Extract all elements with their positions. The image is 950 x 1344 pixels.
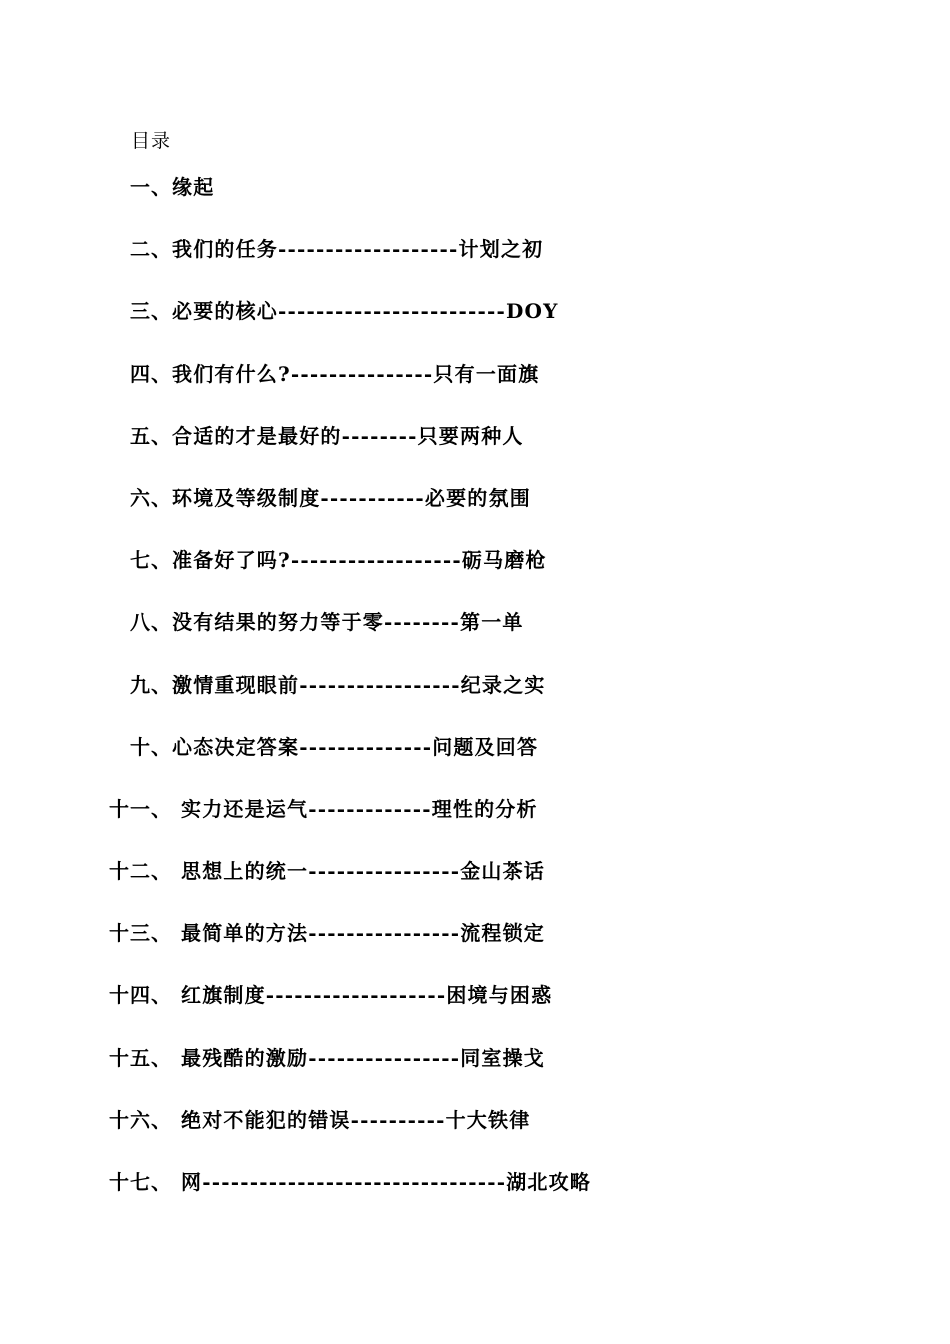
toc-item-number: 四、: [130, 361, 172, 386]
toc-item-text: 我们的任务-------------------计划之初: [172, 237, 544, 262]
toc-item-text: 思想上的统一----------------金山茶话: [181, 859, 546, 884]
toc-item: [0, 794, 950, 856]
toc-item-number: 十四、: [109, 983, 172, 1008]
toc-item-number: 十五、: [109, 1045, 172, 1070]
toc-item-text: 没有结果的努力等于零--------第一单: [172, 610, 524, 635]
toc-item-text: 合适的才是最好的--------只要两种人: [172, 423, 524, 448]
toc-item: [0, 670, 950, 732]
toc-item: [0, 545, 950, 607]
toc-item-text: 准备好了吗?------------------砺马磨枪: [172, 548, 547, 573]
toc-item-number: 十一、: [109, 796, 172, 821]
toc-item-number: 十、: [130, 734, 172, 759]
toc-item-text: 实力还是运气-------------理性的分析: [181, 796, 538, 821]
toc-item-text: 环境及等级制度-----------必要的氛围: [172, 485, 531, 510]
toc-item-number: 五、: [130, 423, 172, 448]
toc-item: [0, 234, 950, 296]
toc-item-text: 心态决定答案--------------问题及回答: [172, 734, 539, 759]
toc-item: [0, 1105, 950, 1167]
toc-item-text: 必要的核心------------------------DOY: [172, 299, 559, 324]
toc-item: [0, 918, 950, 980]
toc-item-text: 绝对不能犯的错误----------十大铁律: [181, 1107, 531, 1132]
toc-item-number: 六、: [130, 485, 172, 510]
toc-title: 目录: [131, 130, 172, 152]
toc-item-number: 九、: [130, 672, 172, 697]
toc-item-number: 七、: [130, 548, 172, 573]
toc-item-text: 最残酷的激励----------------同室操戈: [181, 1045, 546, 1070]
toc-item: [0, 607, 950, 669]
toc-list: [0, 172, 950, 1229]
toc-item: [0, 1167, 950, 1229]
toc-item: [0, 483, 950, 545]
toc-item: [0, 359, 950, 421]
toc-item-text: 缘起: [172, 175, 215, 199]
toc-item-number: 一、: [130, 175, 172, 199]
toc-item: [0, 296, 950, 358]
toc-item-number: 三、: [130, 299, 172, 324]
toc-item: [0, 732, 950, 794]
toc-item-number: 十三、: [109, 921, 172, 946]
toc-item: [0, 172, 950, 234]
toc-item-text: 网--------------------------------湖北攻略: [181, 1170, 592, 1194]
toc-item-number: 十六、: [109, 1107, 172, 1132]
toc-item-number: 二、: [130, 237, 172, 262]
toc-item: [0, 856, 950, 918]
toc-item-number: 十二、: [109, 859, 172, 884]
toc-item-text: 红旗制度-------------------困境与困惑: [181, 983, 553, 1008]
toc-item-text: 激情重现眼前-----------------纪录之实: [172, 672, 546, 697]
toc-item-text: 我们有什么?---------------只有一面旗: [172, 361, 540, 386]
toc-item: [0, 421, 950, 483]
toc-item: [0, 980, 950, 1042]
toc-item-number: 十七、: [109, 1170, 172, 1194]
toc-item-number: 八、: [130, 610, 172, 635]
toc-item-text: 最简单的方法----------------流程锁定: [181, 921, 546, 946]
toc-item: [0, 1043, 950, 1105]
